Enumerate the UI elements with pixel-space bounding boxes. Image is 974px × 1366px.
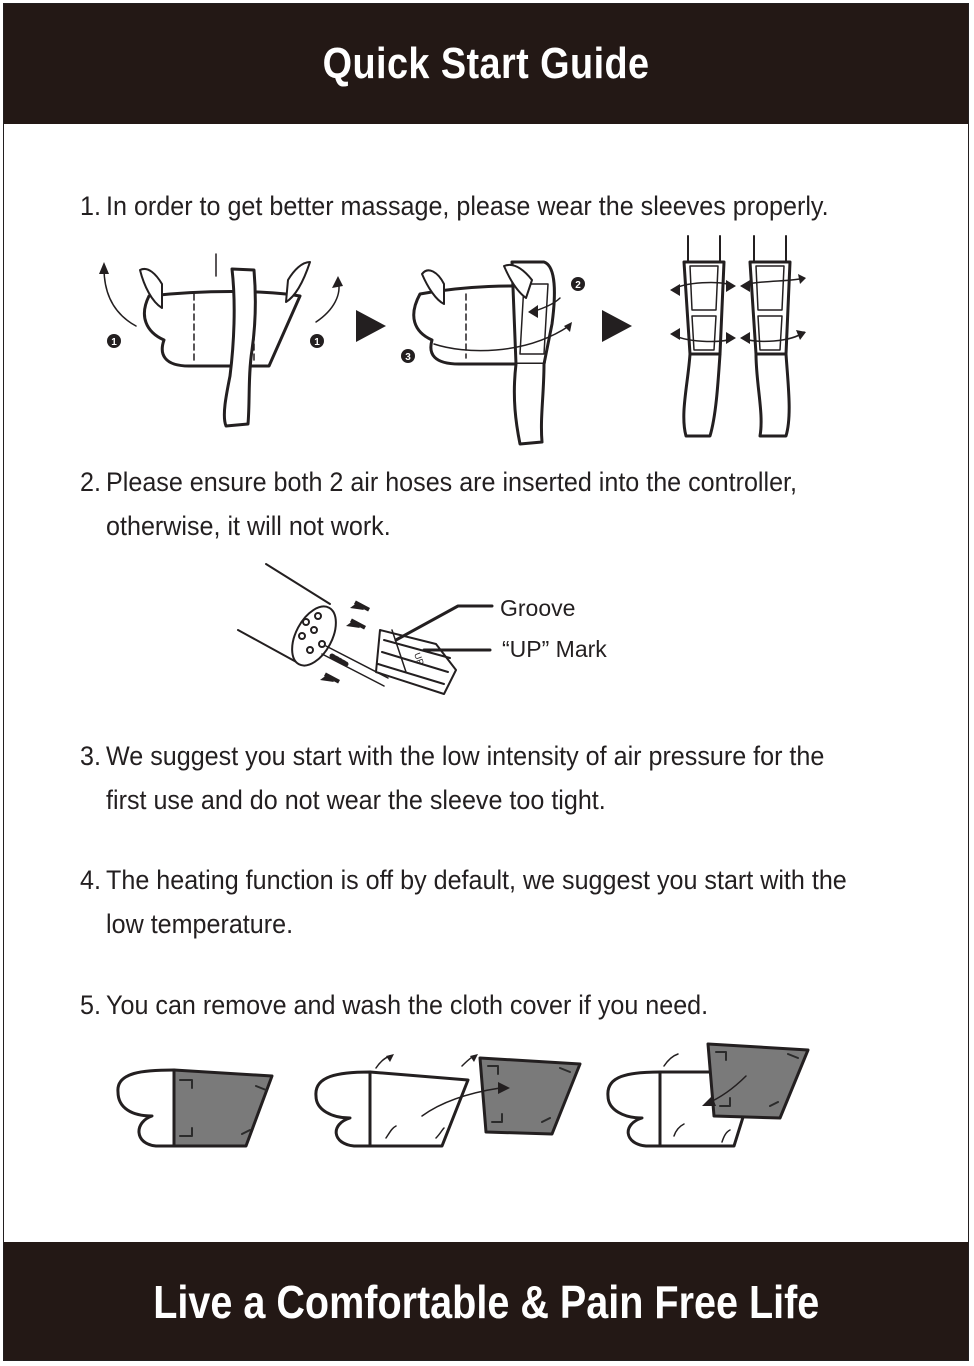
quick-start-guide-page (3, 3, 969, 1361)
step-text-continued: first use and do not wear the sleeve too tight. (106, 785, 606, 815)
step-text: The heating function is off by default, we suggest you start with the (106, 865, 847, 895)
up-mark-label: “UP” Mark (502, 636, 607, 662)
step-number: 1. (80, 191, 101, 221)
step-number: 4. (80, 865, 101, 895)
page-title: Quick Start Guide (322, 39, 650, 88)
step-text-continued: low temperature. (106, 909, 294, 939)
step-text: You can remove and wash the cloth cover if you need. (106, 990, 709, 1020)
step-text: Please ensure both 2 air hoses are inserted into the controller, (106, 467, 797, 497)
footer-banner (4, 1242, 968, 1361)
step-badge: 2 (575, 280, 581, 291)
footer-slogan: Live a Comfortable & Pain Free Life (152, 1276, 820, 1328)
step-text: In order to get better massage, please wear the sleeves properly. (106, 191, 829, 221)
step-number: 5. (80, 990, 101, 1020)
step-number: 2. (80, 467, 101, 497)
remove-cover-illustration (4, 4, 969, 1361)
step-number: 3. (80, 741, 101, 771)
step-text: We suggest you start with the low intensity of air pressure for the (106, 741, 825, 771)
step-text-continued: otherwise, it will not work. (106, 511, 391, 541)
step-badge: 1 (314, 337, 320, 348)
step-badge: 1 (111, 337, 117, 348)
up-mark-text: UP (412, 651, 426, 667)
groove-label: Groove (500, 595, 576, 621)
step-badge: 3 (405, 352, 411, 363)
